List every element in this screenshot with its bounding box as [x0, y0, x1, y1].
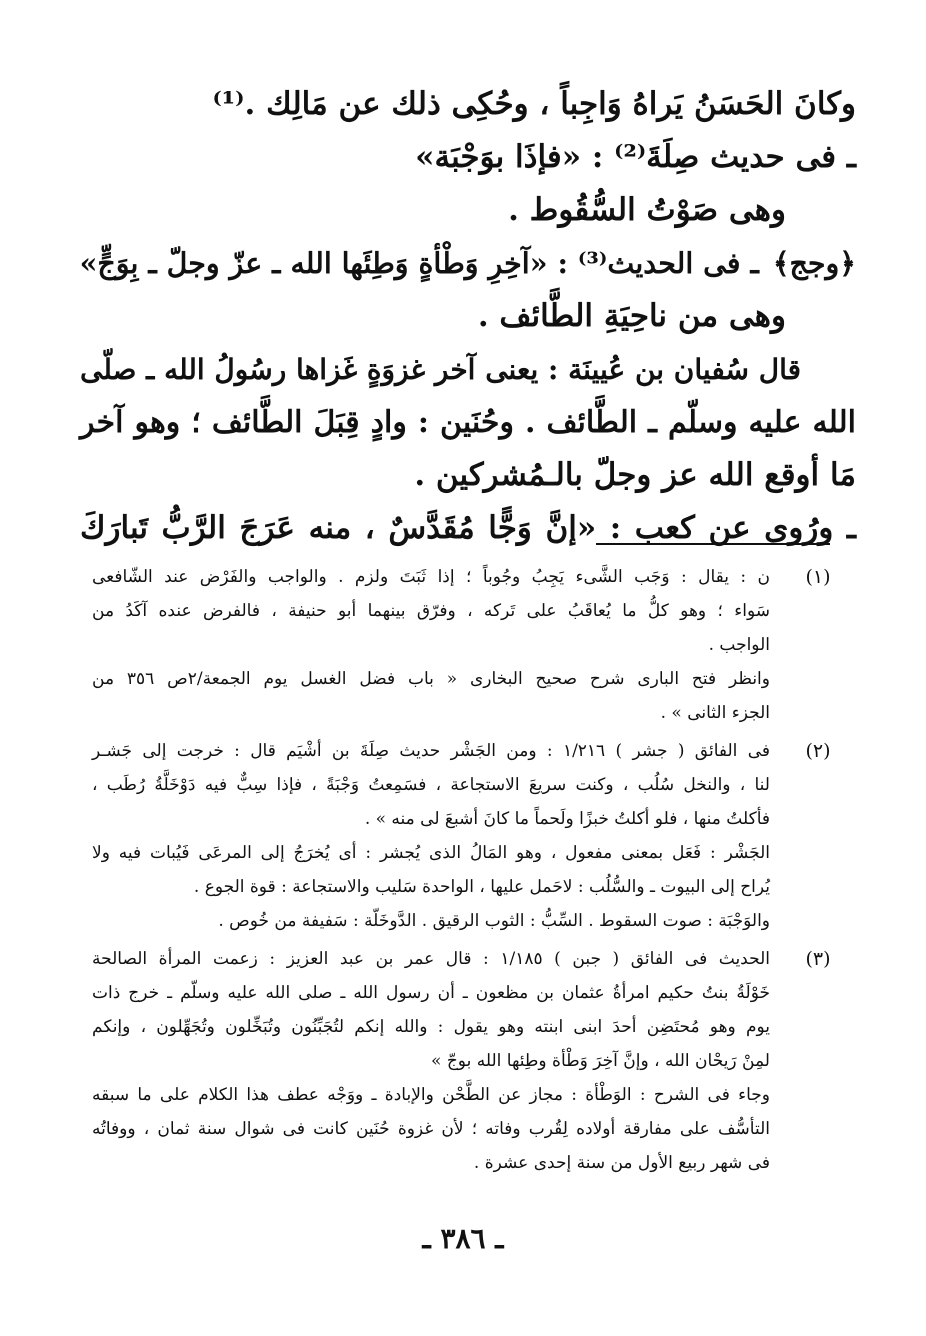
footnote-number: (٣): [805, 948, 831, 970]
page-number: ـ ٣٨٦ ـ: [422, 1222, 504, 1255]
footnote-line: التأسُّف على مفارقة أولاده لِقُرب وفاته ؛ لأن غزوة حُنَين كانت فى شوال سنة ثمان ، ووفاتُه: [92, 1119, 770, 1139]
footnote-line: سَواء ؛ وهو كلُّ ما يُعاقَبُ على تَركه ، وفرّق بينهما أبو حنيفة ، فالفرض عنده آكَدُ من: [92, 601, 770, 621]
footnote-line: ن : يقال : وَجَب الشَّىء يَجِبُ وجُوباً ؛ إذا ثَبَتَ ولزم . والواجب والفَرْض عند الشّافعى: [92, 567, 770, 587]
headword: ﴿وجج﴾: [772, 246, 856, 280]
footnote-line: الجزء الثانى » .: [660, 703, 770, 723]
footnote-1: [92, 560, 840, 730]
main-line-text: ـ فى الحديث⁽³⁾ : «آخِرِ وَطْأةٍ وَطِئَها الله ـ عزّ وجلّ ـ بِوَجٍّ»: [79, 246, 759, 280]
footnote-line: فى الفائق ( جشر ) ١/٢١٦ : ومن الجَشْر حديث صِلَةَ بن أشْيَم قال : خرجت إلى جَشـر: [92, 741, 771, 761]
footnote-line: الجَشْر : فَعَل بمعنى مفعول ، وهو المَالُ الذى يُجشر : أى يُخرَجُ إلى المرعَى فَيُبات فيه ولا: [92, 843, 770, 863]
main-line: وكانَ الحَسَنُ يَراهُ وَاجِباً ، وحُكِى ذلك عن مَالِك .⁽¹⁾: [212, 86, 856, 122]
main-line: مَا أوقع الله عز وجلّ بالـمُشركين .: [414, 457, 856, 493]
footnote-line: يُراح إلى البيوت ـ والسُّلُب : لاحَمل عليها ، الواحدة سَليب والاستجاعة : قوة الجوع .: [193, 877, 770, 897]
footnote-number: (١): [805, 566, 831, 588]
footnote-line: خَوْلَةُ بنتُ حكيم امرأةُ عثمان بن مظعون ـ أن رسول الله ـ صلى الله عليه وسلّم ـ خرج ذات: [92, 983, 770, 1003]
footnote-line: والوَجْبَة : صوت السقوط . السِّبُّ : الثوب الرقيق . الدَّوخَلّة : سَفيفة من خُوص .: [218, 911, 770, 931]
footnote-line: الحديث فى الفائق ( جبن ) ١/١٨٥ : قال عمر بن عبد العزيز : زعمت المرأة الصالحة: [92, 949, 770, 969]
main-line: قال سُفيان بن عُيينَة : يعنى آخر غزوَةٍ غَزاها رسُولُ الله ـ صلّى: [80, 353, 801, 386]
footnote-line: لمِنْ رَيحْان الله ، وإنَّ آخِرَ وَطْأة وطِئها الله بوجّ »: [431, 1051, 770, 1071]
footnote-2: [92, 734, 840, 938]
main-line-with-headword: [80, 237, 856, 290]
main-line: ـ ورُوى عن كعب : «إنَّ وَجًّا مُقَدَّسٌ ، منه عَرَجَ الرَّبُّ تَبارَكَ: [80, 510, 856, 546]
footnote-line: فأكلتُ منها ، فلو أكلتُ خبزًا ولَحماً ما كانَ أشبعَ لى منه » .: [364, 809, 770, 829]
footnote-line: وانظر فتح البارى شرح صحيح البخارى « باب فضل الغسل يوم الجمعة/٢ص ٣٥٦ من: [92, 669, 770, 689]
footnote-number: (٢): [805, 740, 831, 762]
main-line: وهى صَوْتُ السُّقُوط .: [508, 192, 786, 228]
footnotes: [92, 560, 840, 1184]
footnote-line: فى شهر ربيع الأول من سنة إحدى عشرة .: [473, 1153, 770, 1173]
footnote-line: لنا ، والنخل سُلُب ، وكنت سريعَ الاستجاعة ، فسَمِعتُ وَجْبَةً ، فإذا سِبٌّ فيه دَوْخَلَّةُ رُطَب ،: [92, 775, 770, 795]
footnote-line: وجاء فى الشرح : الوَطْأة : مجاز عن الطَّحْن والإبادة ـ ووَجْه عطف هذا الكلام على ما سبقه: [92, 1085, 770, 1105]
footnote-separator: [596, 543, 830, 545]
main-text: [80, 78, 856, 555]
main-line: الله عليه وسلّم ـ الطَّائف . وحُنَين : وادٍ قِبَلَ الطَّائف ؛ وهو آخر: [80, 405, 856, 440]
main-line: وهى من ناحِيَةِ الطَّائف .: [477, 298, 786, 334]
footnote-line: يوم وهو مُحتَضِن أحدَ ابنى ابنته وهو يقول : والله إنكم لتُجَبِّنُون وتُبَخِّلون وتُجَهِّلون ، وإنكم: [92, 1017, 770, 1037]
main-line: ـ فى حديث صِلَةَ⁽²⁾ : «فإذَا بوَجْبَة»: [415, 139, 856, 175]
footnote-3: [92, 942, 840, 1180]
footnote-line: الواجب .: [708, 635, 770, 655]
